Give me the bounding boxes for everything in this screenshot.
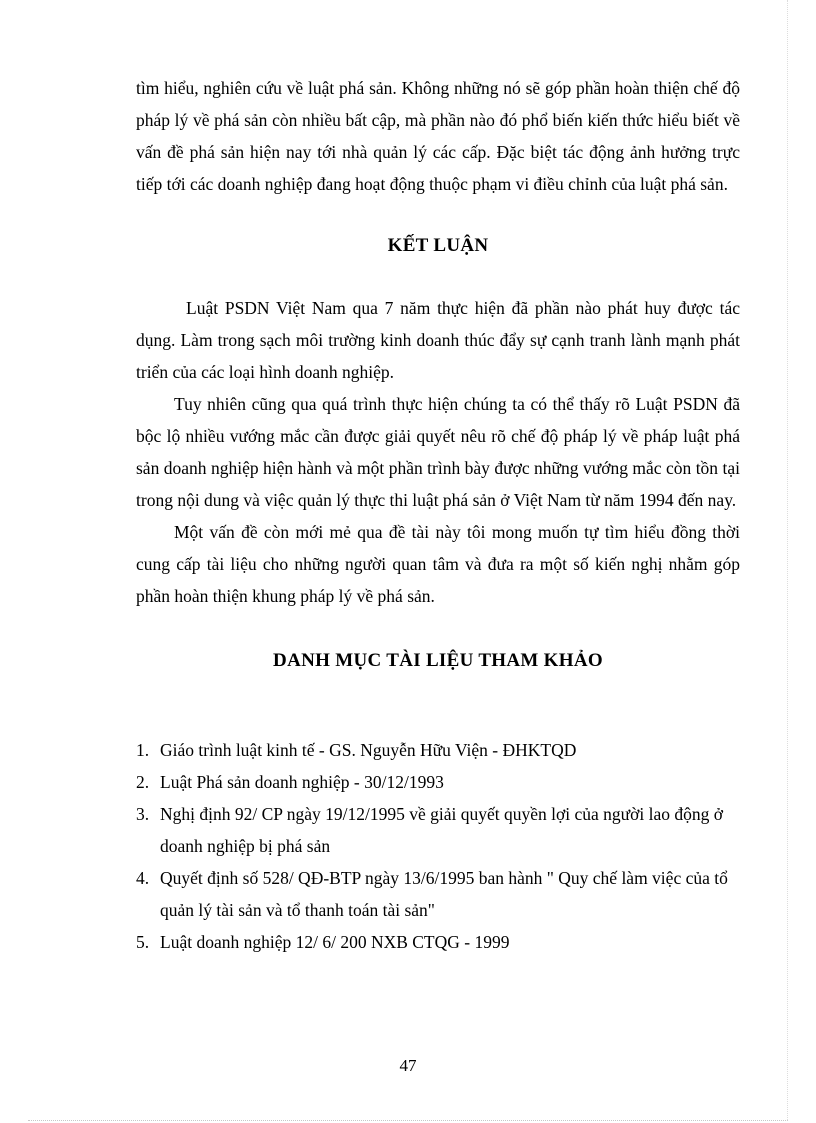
conclusion-paragraph-3: Một vấn đề còn mới mẻ qua đề tài này tôi mong muốn tự tìm hiểu đồng thời cung cấp tài liệu cho những người quan tâm và đưa ra một số kiến nghị nhằm góp phần hoàn thiện khung pháp lý về phá sản. [136,522,740,606]
reference-number: 4. [136,868,150,888]
conclusion-paragraph-2: Tuy nhiên cũng qua quá trình thực hiện chúng ta có thể thấy rõ Luật PSDN đã bộc lộ nhiều vướng mắc cần được giải quyết nêu rõ chế độ pháp lý về pháp luật phá sản doanh nghiệp hiện hành và một phần trình bày được những vướng mắc còn tồn tại trong nội dung và việc quản lý thực thi luật phá sản ở Việt Nam từ năm 1994 đến nay. [136,394,740,510]
reference-number: 2. [136,772,150,792]
page-bottom-border [28,1120,788,1121]
reference-number: 3. [136,804,150,824]
conclusion-heading: KẾT LUẬN [387,235,489,256]
page-content [136,72,740,958]
reference-text: Giáo trình luật kinh tế - GS. Nguyễn Hữu Viện - ĐHKTQD [160,740,577,760]
reference-item [136,766,740,798]
reference-text: Nghị định 92/ CP ngày 19/12/1995 về giải quyết quyền lợi của người lao động ở doanh nghiệp bị phá sản [160,804,723,856]
reference-text: Luật doanh nghiệp 12/ 6/ 200 NXB CTQG - 1999 [160,932,510,952]
references-list [136,734,740,958]
reference-text: Quyết định số 528/ QĐ-BTP ngày 13/6/1995 ban hành " Quy chế làm việc của tổ quản lý tài sản và tổ thanh toán tài sản" [160,868,728,920]
reference-text: Luật Phá sản doanh nghiệp - 30/12/1993 [160,772,444,792]
reference-number: 1. [136,740,150,760]
reference-item [136,734,740,766]
reference-item [136,926,740,958]
reference-number: 5. [136,932,150,952]
page-right-border [787,0,788,1120]
reference-item [136,862,740,926]
intro-paragraph: tìm hiểu, nghiên cứu về luật phá sản. Không những nó sẽ góp phần hoàn thiện chế độ pháp lý về phá sản còn nhiều bất cập, mà phần nào đó phổ biến kiến thức hiểu biết về vấn đề phá sản hiện nay tới nhà quản lý các cấp. Đặc biệt tác động ảnh hưởng trực tiếp tới các doanh nghiệp đang hoạt động thuộc phạm vi điều chỉnh của luật phá sản. [136,78,740,194]
conclusion-paragraph-1: Luật PSDN Việt Nam qua 7 năm thực hiện đã phần nào phát huy được tác dụng. Làm trong sạch môi trường kinh doanh thúc đẩy sự cạnh tranh lành mạnh phát triển của các loại hình doanh nghiệp. [136,298,740,382]
reference-item [136,798,740,862]
page-number: 47 [399,1056,417,1075]
references-heading: DANH MỤC TÀI LIỆU THAM KHẢO [273,650,603,671]
